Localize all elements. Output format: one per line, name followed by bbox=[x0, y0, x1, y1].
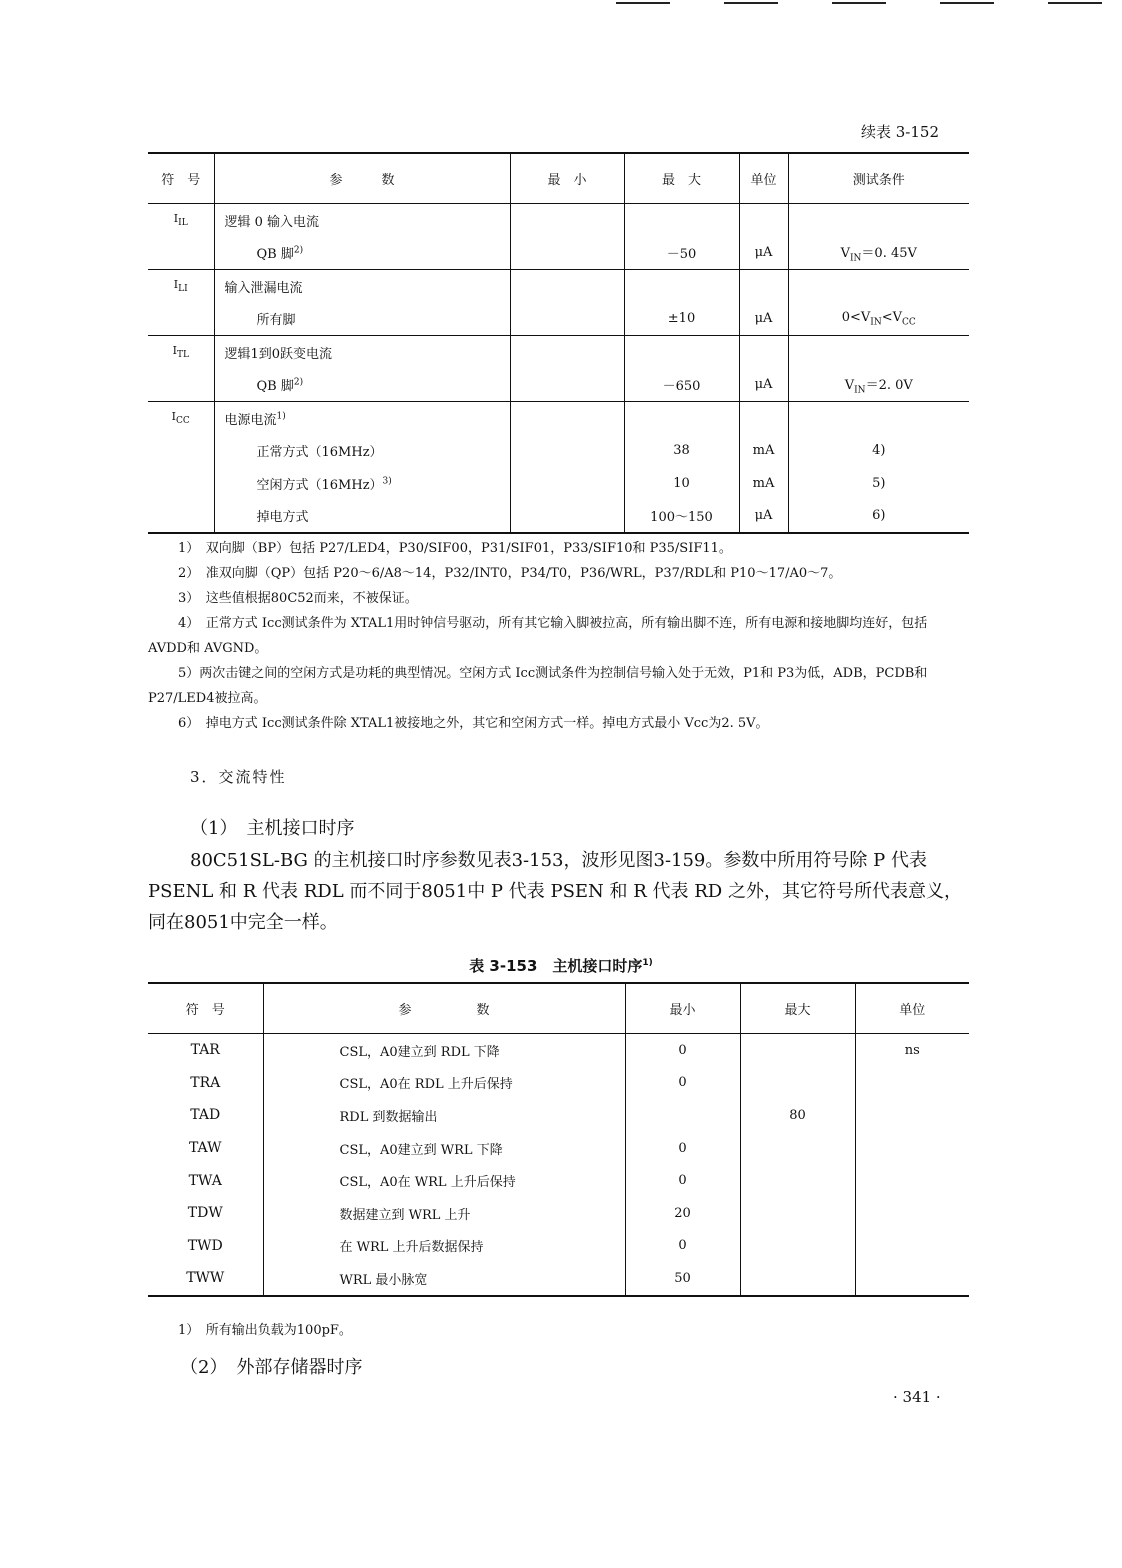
table2-footnote: 1） 所有输出负载为100pF。 bbox=[178, 1323, 352, 1338]
condition-tail: ＝0. 45V bbox=[861, 245, 917, 261]
parameter-cell: WRL 最小脉宽 bbox=[263, 1262, 625, 1296]
subsection-heading: （1） 主机接口时序 bbox=[190, 818, 355, 839]
table2-header-cell: 符 号 bbox=[148, 983, 263, 1034]
table2-row bbox=[148, 1197, 969, 1230]
table2-caption-note: 1) bbox=[642, 958, 653, 968]
min-cell: 50 bbox=[625, 1262, 740, 1296]
unit-cell bbox=[739, 402, 788, 435]
unit-cell bbox=[855, 1099, 969, 1132]
min-cell bbox=[510, 204, 624, 237]
unit-cell bbox=[739, 204, 788, 237]
symbol-cell: TWW bbox=[186, 1270, 225, 1287]
symbol-cell: TDW bbox=[187, 1205, 223, 1222]
condition-cell bbox=[788, 435, 969, 468]
min-cell bbox=[510, 435, 624, 468]
condition-cell bbox=[788, 402, 969, 435]
parameter-cell: 数据建立到 WRL 上升 bbox=[263, 1197, 625, 1230]
parameter-cell bbox=[214, 303, 510, 336]
condition-cell bbox=[788, 303, 969, 336]
symbol-cell: TWD bbox=[187, 1237, 223, 1254]
parameter-cell bbox=[214, 500, 510, 534]
table1-row bbox=[148, 500, 969, 534]
unit-cell: ns bbox=[855, 1034, 969, 1067]
unit-cell bbox=[855, 1230, 969, 1263]
max-cell: ±10 bbox=[624, 303, 739, 336]
condition-text: V bbox=[840, 245, 850, 261]
parameter-note: 2) bbox=[293, 245, 304, 256]
symbol-cell: TWA bbox=[188, 1172, 222, 1189]
footnote: 2） 准双向脚（QP）包括 P20～6/A8～14，P32/INT0，P34/T0，P36/WRL，P37/RDL和 P10～17/A0～7。 bbox=[178, 566, 842, 581]
parameter-cell: CSL，A0在 RDL 上升后保持 bbox=[263, 1067, 625, 1100]
max-cell: －50 bbox=[624, 237, 739, 270]
table1-row bbox=[148, 402, 969, 435]
table2-row bbox=[148, 1099, 969, 1132]
symbol-cell bbox=[148, 435, 214, 468]
symbol-cell bbox=[148, 303, 214, 336]
unit-cell bbox=[855, 1164, 969, 1197]
continued-table-label: 续表 3-152 bbox=[860, 123, 939, 141]
unit-cell bbox=[739, 336, 788, 369]
max-cell bbox=[740, 1067, 855, 1100]
max-cell bbox=[740, 1132, 855, 1165]
min-cell bbox=[510, 402, 624, 435]
footnote: 5）两次击键之间的空闲方式是功耗的典型情况。空闲方式 Icc测试条件为控制信号输入处于无效，P1和 P3为低，ADB，PCDB和 P27/LED4被拉高。 bbox=[148, 666, 928, 706]
parameter-text: 逻辑1到0跃变电流 bbox=[224, 346, 333, 362]
table2-caption bbox=[0, 955, 1122, 976]
symbol-cell bbox=[148, 402, 214, 435]
footnote: 3） 这些值根据80C52而来，不被保证。 bbox=[178, 591, 418, 606]
max-cell bbox=[624, 402, 739, 435]
max-cell: 100～150 bbox=[624, 500, 739, 534]
table2-header-cell: 单位 bbox=[855, 983, 969, 1034]
max-cell bbox=[740, 1034, 855, 1067]
parameter-cell bbox=[214, 435, 510, 468]
table1-footnotes bbox=[148, 536, 970, 736]
table1-row bbox=[148, 204, 969, 237]
symbol-text: I bbox=[172, 344, 177, 358]
symbol-text: I bbox=[173, 212, 179, 226]
table2-row bbox=[148, 1164, 969, 1197]
max-cell bbox=[624, 336, 739, 369]
host-interface-timing-table bbox=[148, 982, 969, 1297]
parameter-cell: CSL，A0在 WRL 上升后保持 bbox=[263, 1164, 625, 1197]
table2-header-cell: 最大 bbox=[740, 983, 855, 1034]
condition-cell bbox=[788, 467, 969, 500]
symbol-cell bbox=[148, 467, 214, 500]
min-cell: 0 bbox=[625, 1132, 740, 1165]
min-cell bbox=[510, 467, 624, 500]
symbol-cell bbox=[148, 204, 214, 237]
min-cell bbox=[510, 369, 624, 402]
parameter-cell bbox=[214, 270, 510, 303]
symbol-cell bbox=[148, 369, 214, 402]
max-cell: 38 bbox=[624, 435, 739, 468]
symbol-cell bbox=[148, 336, 214, 369]
table1-row bbox=[148, 303, 969, 336]
unit-cell bbox=[855, 1262, 969, 1296]
condition-cell bbox=[788, 204, 969, 237]
section-heading: 3．交流特性 bbox=[190, 768, 287, 786]
condition-subscript: IN bbox=[854, 385, 866, 396]
electrical-characteristics-table bbox=[148, 152, 969, 534]
symbol-subscript: CC bbox=[176, 416, 190, 427]
parameter-note: 1) bbox=[276, 411, 286, 422]
parameter-text: 逻辑 0 输入电流 bbox=[224, 214, 320, 230]
min-cell bbox=[625, 1099, 740, 1132]
symbol-cell: TAW bbox=[188, 1140, 222, 1157]
table2-row bbox=[148, 1262, 969, 1296]
max-cell bbox=[740, 1230, 855, 1263]
subsection-heading: （2） 外部存储器时序 bbox=[180, 1357, 363, 1378]
parameter-cell: CSL，A0建立到 RDL 下降 bbox=[263, 1034, 625, 1067]
symbol-cell bbox=[148, 237, 214, 270]
parameter-cell bbox=[214, 402, 510, 435]
table1-header-cell: 最 大 bbox=[624, 153, 739, 204]
max-cell bbox=[740, 1197, 855, 1230]
footnote: 4） 正常方式 Icc测试条件为 XTAL1用时钟信号驱动，所有其它输入脚被拉高，所有输出脚不连，所有电源和接地脚均连好，包括 AVDD和 AVGND。 bbox=[148, 616, 928, 656]
symbol-cell: TAD bbox=[190, 1107, 221, 1124]
condition-subscript: IN bbox=[849, 253, 862, 264]
symbol-subscript: LI bbox=[178, 284, 188, 295]
min-cell: 0 bbox=[625, 1230, 740, 1263]
max-cell bbox=[740, 1164, 855, 1197]
table1-header-cell: 单位 bbox=[739, 153, 788, 204]
min-cell: 0 bbox=[625, 1034, 740, 1067]
parameter-cell bbox=[214, 336, 510, 369]
symbol-cell: TRA bbox=[190, 1074, 221, 1091]
table1-row bbox=[148, 237, 969, 270]
unit-cell: μA bbox=[739, 237, 788, 270]
min-cell: 0 bbox=[625, 1067, 740, 1100]
min-cell bbox=[510, 237, 624, 270]
table2-row bbox=[148, 1230, 969, 1263]
condition-subscript: CC bbox=[902, 317, 916, 328]
min-cell: 0 bbox=[625, 1164, 740, 1197]
table2-header-cell: 最小 bbox=[625, 983, 740, 1034]
parameter-cell bbox=[214, 204, 510, 237]
unit-cell bbox=[855, 1067, 969, 1100]
condition-text: 0<V bbox=[841, 309, 871, 325]
table2-row bbox=[148, 1034, 969, 1067]
min-cell bbox=[510, 303, 624, 336]
symbol-text: I bbox=[173, 278, 179, 292]
parameter-text: 正常方式（16MHz） bbox=[256, 445, 383, 461]
unit-cell bbox=[855, 1132, 969, 1165]
unit-cell: μA bbox=[739, 369, 788, 402]
table1-header-cell: 符 号 bbox=[148, 153, 214, 204]
parameter-text: QB 脚 bbox=[256, 247, 294, 263]
parameter-text: 输入泄漏电流 bbox=[224, 280, 303, 296]
table1-header-cell: 参 数 bbox=[214, 153, 510, 204]
max-cell bbox=[740, 1262, 855, 1296]
unit-cell: mA bbox=[739, 435, 788, 468]
condition-text: 6) bbox=[872, 508, 886, 524]
min-cell bbox=[510, 500, 624, 534]
unit-cell bbox=[855, 1197, 969, 1230]
parameter-note: 2) bbox=[293, 377, 304, 388]
footnote: 6） 掉电方式 Icc测试条件除 XTAL1被接地之外，其它和空闲方式一样。掉电方式最小 Vcc为2. 5V。 bbox=[178, 716, 769, 731]
table2-row bbox=[148, 1132, 969, 1165]
table2-header-cell: 参 数 bbox=[263, 983, 625, 1034]
max-cell bbox=[624, 204, 739, 237]
condition-cell bbox=[788, 500, 969, 534]
symbol-subscript: IL bbox=[178, 218, 188, 229]
table1-row bbox=[148, 270, 969, 303]
parameter-cell bbox=[214, 237, 510, 270]
max-cell: 80 bbox=[740, 1099, 855, 1132]
parameter-text: 掉电方式 bbox=[256, 510, 309, 526]
table1-row bbox=[148, 369, 969, 402]
parameter-cell bbox=[214, 467, 510, 500]
symbol-cell bbox=[148, 270, 214, 303]
min-cell bbox=[510, 336, 624, 369]
condition-text: V bbox=[844, 377, 855, 393]
parameter-text: 电源电流 bbox=[224, 412, 277, 428]
parameter-text: 空闲方式（16MHz） bbox=[256, 477, 383, 493]
parameter-cell bbox=[214, 369, 510, 402]
min-cell: 20 bbox=[625, 1197, 740, 1230]
table1-header-cell: 最 小 bbox=[510, 153, 624, 204]
parameter-text: 所有脚 bbox=[256, 313, 296, 329]
page-number: · 341 · bbox=[893, 1388, 941, 1406]
condition-cell bbox=[788, 237, 969, 270]
symbol-cell: TAR bbox=[190, 1042, 220, 1059]
table2-caption-text: 表 3-153 主机接口时序 bbox=[469, 957, 643, 975]
symbol-text: I bbox=[171, 410, 177, 424]
parameter-note: 3) bbox=[382, 476, 392, 487]
min-cell bbox=[510, 270, 624, 303]
unit-cell: μA bbox=[739, 303, 788, 336]
table2-row bbox=[148, 1067, 969, 1100]
table1-header-cell: 测试条件 bbox=[788, 153, 969, 204]
table2-header-row bbox=[148, 983, 969, 1034]
parameter-cell: CSL，A0建立到 WRL 下降 bbox=[263, 1132, 625, 1165]
max-cell: －650 bbox=[624, 369, 739, 402]
condition-subscript: IN bbox=[870, 317, 882, 328]
condition-cell bbox=[788, 270, 969, 303]
max-cell bbox=[624, 270, 739, 303]
parameter-text: QB 脚 bbox=[256, 379, 294, 395]
unit-cell: mA bbox=[739, 467, 788, 500]
condition-text: 5) bbox=[872, 475, 886, 491]
parameter-cell: 在 WRL 上升后数据保持 bbox=[263, 1230, 625, 1263]
symbol-cell bbox=[148, 500, 214, 534]
table1-row bbox=[148, 467, 969, 500]
footnote: 1） 双向脚（BP）包括 P27/LED4，P30/SIF00，P31/SIF01，P33/SIF10和 P35/SIF11。 bbox=[178, 541, 732, 556]
table1-row bbox=[148, 435, 969, 468]
unit-cell bbox=[739, 270, 788, 303]
condition-tail: ＝2. 0V bbox=[865, 377, 913, 393]
body-paragraph: 80C51SL-BG 的主机接口时序参数见表3-153，波形见图3-159。参数中所用符号除 P 代表 PSENL 和 R 代表 RDL 而不同于8051中 P 代表 PSEN 和 R 代表 RD 之外，其它符号所代表意义，同在8051中完全一样。 bbox=[148, 850, 962, 933]
condition-cell bbox=[788, 369, 969, 402]
condition-tail: <V bbox=[881, 309, 902, 325]
condition-cell bbox=[788, 336, 969, 369]
parameter-cell: RDL 到数据输出 bbox=[263, 1099, 625, 1132]
table1-row bbox=[148, 336, 969, 369]
top-scan-marks bbox=[0, 2, 1122, 6]
table1-header-row bbox=[148, 153, 969, 204]
max-cell: 10 bbox=[624, 467, 739, 500]
symbol-subscript: TL bbox=[176, 350, 189, 361]
condition-text: 4) bbox=[872, 443, 886, 459]
unit-cell: μA bbox=[739, 500, 788, 534]
